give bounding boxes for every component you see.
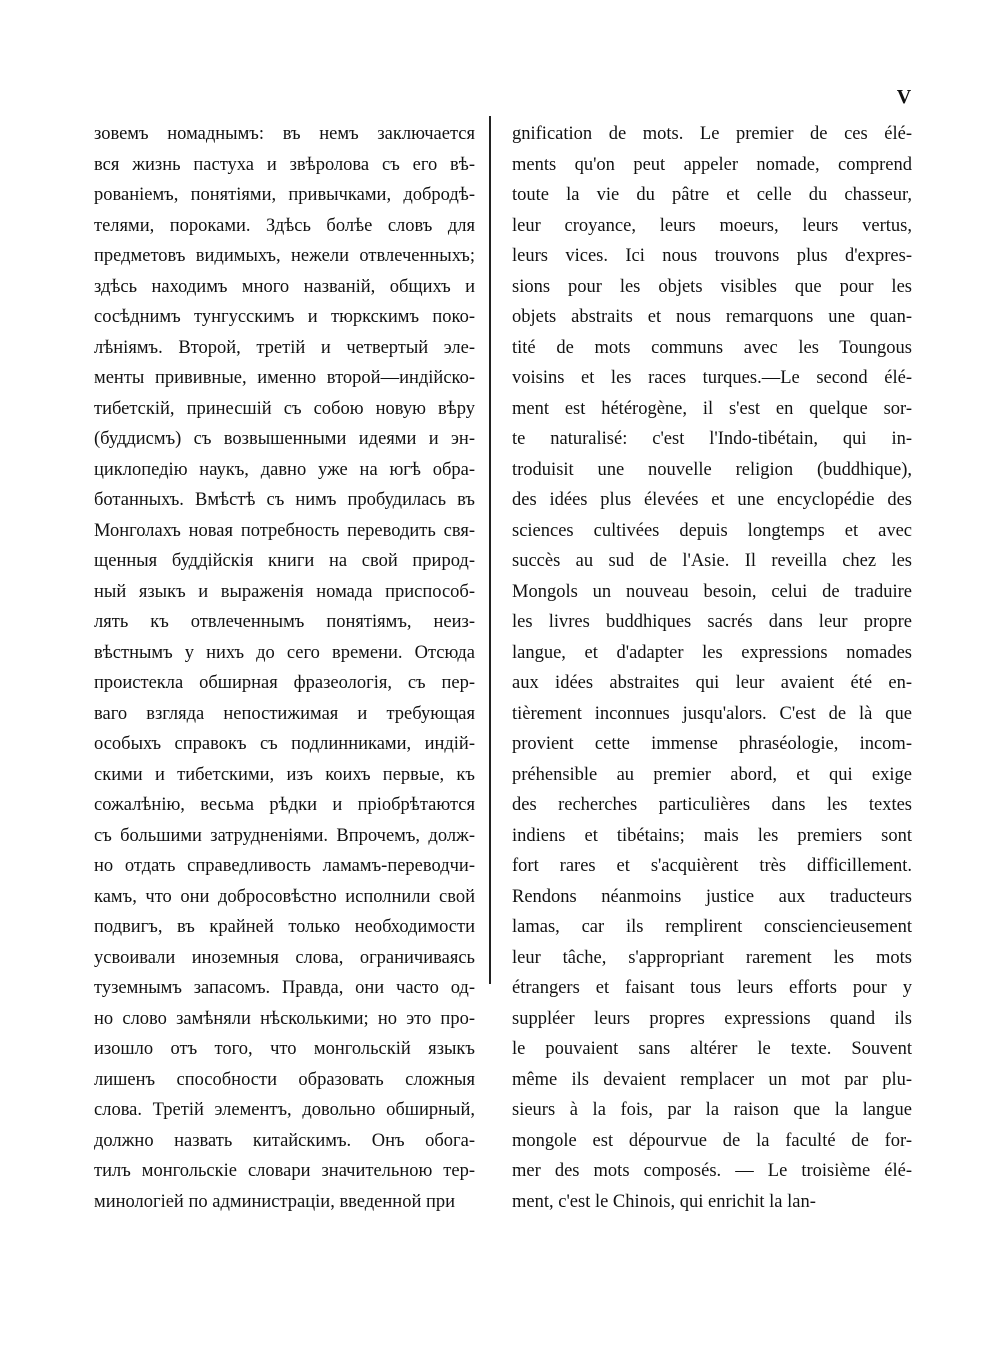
text-line: indiens et tibétains; mais les premiers sont bbox=[512, 825, 912, 846]
text-line: objets abstraits et nous remarquons une quan- bbox=[512, 307, 912, 327]
text-line: troduisit une nouvelle religion (buddhique), bbox=[512, 459, 912, 480]
text-line: sciences cultivées depuis longtemps et avec bbox=[512, 520, 912, 541]
text-line: le pouvaient sans altérer le texte. Souvent bbox=[512, 1039, 912, 1059]
text-line: Mongols un nouveau besoin, celui de traduire bbox=[512, 581, 912, 602]
text-line: лѣніямъ. Второй, третій и четвертый эле- bbox=[94, 337, 475, 358]
text-line: проистекла обширная фразеологія, съ пер- bbox=[94, 673, 475, 693]
text-line: des recherches particulières dans les textes bbox=[512, 795, 912, 815]
text-line: рованіемъ, понятіями, привычками, добродѣ- bbox=[94, 185, 475, 205]
page-number: V bbox=[896, 86, 912, 108]
text-line: скими и тибетскими, изъ коихъ первые, къ bbox=[94, 764, 475, 785]
text-line: leur croyance, leurs moeurs, leurs vertus, bbox=[512, 215, 912, 236]
text-line: fort rares et s'acquièrent très difficillement. bbox=[512, 856, 912, 876]
text-line: ный языкъ и выраженія номада приспособ- bbox=[94, 581, 475, 602]
text-line: но слово замѣняли нѣсколькими; но это про- bbox=[94, 1008, 475, 1029]
left-column-russian bbox=[94, 119, 475, 1217]
column-divider bbox=[489, 116, 491, 984]
text-line: succès au sud de l'Asie. Il reveilla chez les bbox=[512, 551, 912, 571]
text-line: сожалѣнію, весьма рѣдки и пріобрѣтаются bbox=[94, 795, 475, 815]
text-line: mer des mots composés. — Le troisième élé- bbox=[512, 1161, 912, 1181]
text-line: лишенъ способности образовать сложныя bbox=[94, 1069, 475, 1090]
text-line: телями, пороками. Здѣсь болѣе словъ для bbox=[94, 215, 475, 236]
right-column-french bbox=[512, 119, 912, 1217]
text-line: тибетскій, принесшій съ собою новую вѣру bbox=[94, 398, 475, 419]
text-line: подвигъ, въ крайней только необходимости bbox=[94, 917, 475, 937]
text-line: les livres buddhiques sacrés dans leur propre bbox=[512, 612, 912, 632]
text-line: усвоивали иноземныя слова, ограничиваясь bbox=[94, 947, 475, 968]
text-line: sieurs à la fois, par la raison que la langue bbox=[512, 1100, 912, 1120]
text-line: ботанныхъ. Вмѣстѣ съ нимъ пробудилась въ bbox=[94, 490, 475, 510]
text-line: циклопедію наукъ, давно уже на югѣ обра- bbox=[94, 459, 475, 480]
text-line: ments qu'on peut appeler nomade, comprend bbox=[512, 154, 912, 175]
text-line: étrangers et faisant tous leurs efforts pour y bbox=[512, 978, 912, 998]
text-line: (буддисмъ) съ возвышенными идеями и эн- bbox=[94, 429, 475, 449]
text-line: лять къ отвлеченнымъ понятіямъ, неиз- bbox=[94, 612, 475, 632]
text-line: mongole est dépourvue de la faculté de for- bbox=[512, 1130, 912, 1151]
text-line: предметовъ видимыхъ, нежели отвлеченныхъ; bbox=[94, 246, 475, 266]
text-line: щенныя буддійскія книги на свой природ- bbox=[94, 551, 475, 571]
text-line: aux idées abstraites qui leur avaient été en- bbox=[512, 673, 912, 693]
text-line: туземнымъ запасомъ. Правда, они часто од- bbox=[94, 978, 475, 998]
text-line: особыхъ справокъ съ подлинниками, индій- bbox=[94, 734, 475, 754]
text-line: Rendons néanmoins justice aux traducteurs bbox=[512, 886, 912, 907]
text-line: сосѣднимъ тунгусскимъ и тюркскимъ поко- bbox=[94, 307, 475, 327]
text-line: tité de mots communs avec les Toungous bbox=[512, 337, 912, 358]
text-line: lamas, car ils remplirent consciencieusement bbox=[512, 917, 912, 937]
text-line: ваго взгляда непостижимая и требующая bbox=[94, 703, 475, 724]
text-line: должно назвать китайскимъ. Онъ обога- bbox=[94, 1130, 475, 1151]
text-line: но отдать справедливость ламамъ-переводчи- bbox=[94, 856, 475, 876]
text-line: съ большими затрудненіями. Впрочемъ, долж- bbox=[94, 825, 475, 846]
text-line: минологіей по администраціи, введенной при bbox=[94, 1191, 456, 1212]
text-line: leurs vices. Ici nous trouvons plus d'expres- bbox=[512, 246, 912, 266]
text-line: Монголахъ новая потребность переводить свя- bbox=[94, 520, 475, 541]
text-line: зовемъ номаднымъ: въ немъ заключается bbox=[94, 124, 475, 144]
text-line: des idées plus élevées et une encyclopédie des bbox=[512, 490, 912, 510]
text-line: камъ, что они добросовѣстно исполнили свой bbox=[94, 886, 475, 907]
text-line: слова. Третій элементъ, довольно обширный, bbox=[94, 1100, 475, 1120]
text-line: te naturalisé: c'est l'Indo-tibétain, qui in- bbox=[512, 429, 912, 449]
text-line: provient cette immense phraséologie, incom- bbox=[512, 734, 912, 754]
text-line: здѣсь находимъ много названій, общихъ и bbox=[94, 276, 475, 297]
text-line: toute la vie du pâtre et celle du chasseur, bbox=[512, 185, 912, 205]
text-line: тилъ монгольскіе словари значительною тер- bbox=[94, 1161, 475, 1181]
text-line: suppléer leurs propres expressions quand ils bbox=[512, 1008, 912, 1029]
text-line: ment, c'est le Chinois, qui enrichit la lan- bbox=[512, 1191, 816, 1212]
text-line: même ils devaient remplacer un mot par plu- bbox=[512, 1069, 912, 1090]
text-line: вѣстнымъ у нихъ до сего времени. Отсюда bbox=[94, 642, 475, 663]
text-line: sions pour les objets visibles que pour les bbox=[512, 276, 912, 297]
text-line: tièrement inconnues jusqu'alors. C'est de là que bbox=[512, 703, 912, 724]
text-line: leur tâche, s'appropriant rarement les mots bbox=[512, 947, 912, 968]
text-line: изошло отъ того, что монгольскій языкъ bbox=[94, 1039, 475, 1059]
text-line: вся жизнь пастуха и звѣролова съ его вѣ- bbox=[94, 154, 475, 175]
text-line: préhensible au premier abord, et qui exige bbox=[512, 764, 912, 785]
text-line: voisins et les races turques.—Le second élé- bbox=[512, 368, 912, 388]
text-line: langue, et d'adapter les expressions nomades bbox=[512, 642, 912, 663]
text-line: gnification de mots. Le premier de ces élé- bbox=[512, 124, 912, 144]
text-line: менты прививные, именно второй—индійско- bbox=[94, 368, 475, 388]
text-line: ment est hétérogène, il s'est en quelque sor- bbox=[512, 398, 912, 419]
